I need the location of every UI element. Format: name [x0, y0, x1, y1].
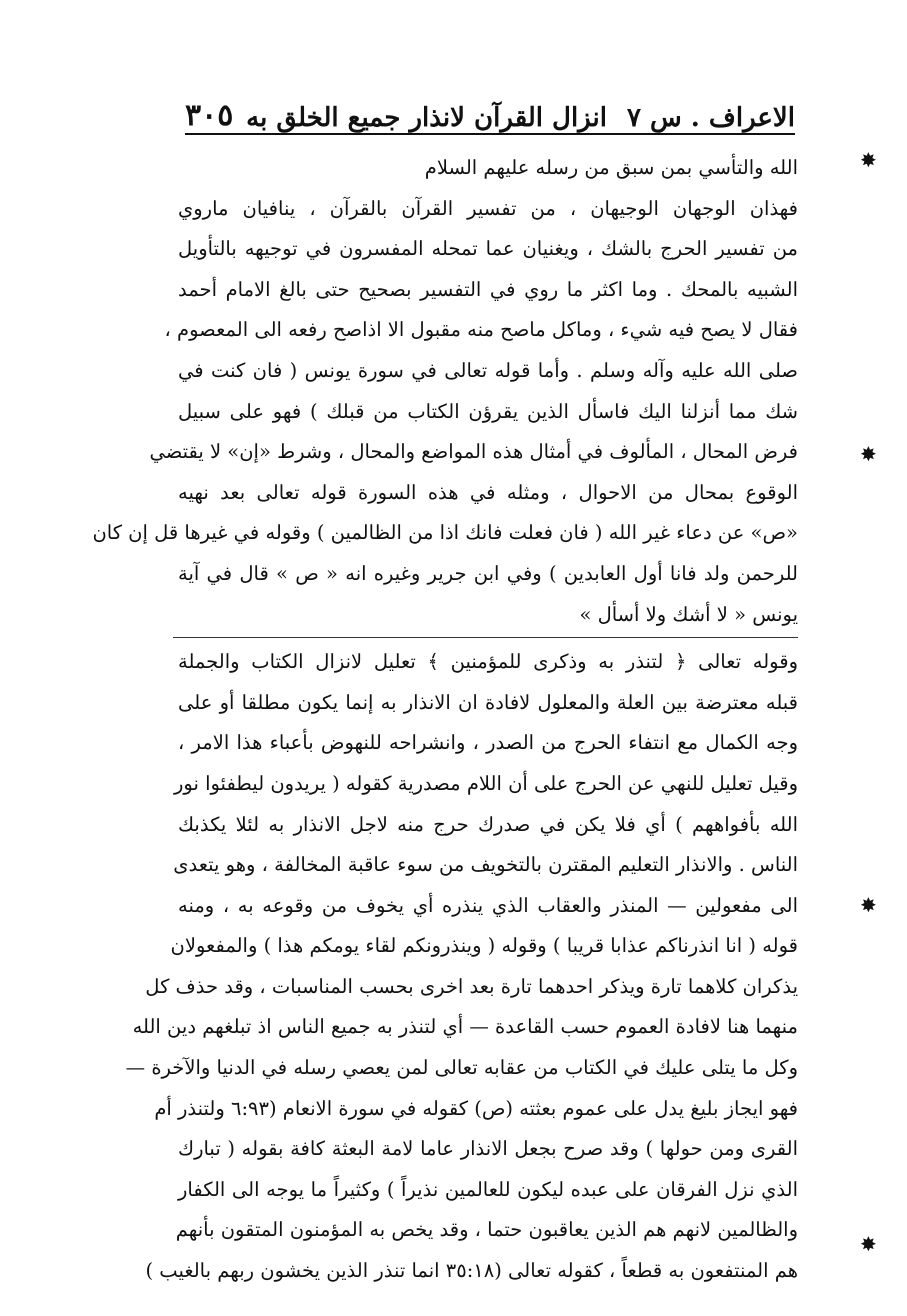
text-line: يذكران كلاهما تارة ويذكر احدهما تارة بعد اخرى بحسب المناسبات ، وقد حذف كل — [145, 974, 798, 998]
text-line: قوله ( انا انذرناكم عذابا قريبا ) وقوله ( وينذرونكم لقاء يومكم هذا ) والمفعولان — [170, 934, 798, 958]
paragraph-divider — [173, 637, 798, 638]
page-number: ٣٠٥ — [185, 98, 234, 133]
margin-marker-icon: ✸ — [860, 148, 877, 172]
margin-marker-icon: ✸ — [860, 1232, 877, 1256]
text-line: فهو ايجاز بليغ يدل على عموم بعثته (ص) كقوله في سورة الانعام (٦:٩٣ ولتنذر أم — [154, 1096, 798, 1120]
text-line: الشبيه بالمحك . وما اكثر ما روي في التفسير بصحيح حتى بالغ الامام أحمد — [178, 277, 798, 301]
text-line: الذي نزل الفرقان على عبده ليكون للعالمين نذيراً ) وكثيراً ما يوجه الى الكفار — [178, 1177, 798, 1201]
text-line: وجه الكمال مع انتفاء الحرج من الصدر ، وانشراحه للنهوض بأعباء هذا الامر ، — [178, 731, 798, 755]
text-line: للرحمن ولد فانا أول العابدين ) وفي ابن جرير وغيره انه « ص » قال في آية — [178, 561, 798, 585]
text-line: صلى الله عليه وآله وسلم . وأما قوله تعالى في سورة يونس ( فان كنت في — [178, 358, 798, 382]
text-line: فهذان الوجهان الوجيهان ، من تفسير القرآن بالقرآن ، ينافيان ماروي — [178, 196, 798, 220]
running-head — [246, 103, 795, 133]
text-line: يونس « لا أشك ولا أسأل » — [579, 602, 798, 626]
margin-marker-icon: ✸ — [860, 893, 877, 917]
text-line: فرض المحال ، المألوف في أمثال هذه المواضع والمحال ، وشرط «إن» لا يقتضي — [149, 440, 798, 464]
text-line: الله والتأسي بمن سبق من رسله عليهم السلام — [424, 156, 798, 179]
body-text — [92, 148, 798, 1292]
text-line: هم المنتفعون به قطعاً ، كقوله تعالى (٣٥:١٨ انما تنذر الذين يخشون ربهم بالغيب ) — [145, 1259, 798, 1283]
text-line: الوقوع بمحال من الاحوال ، ومثله في هذه السورة قوله تعالى بعد نهيه — [178, 480, 798, 504]
margin-marker-icon: ✸ — [860, 442, 877, 466]
text-line: شك مما أنزلنا اليك فاسأل الذين يقرؤن الكتاب من قبلك ) فهو على سبيل — [178, 399, 798, 423]
text-line: منهما هنا لافادة العموم حسب القاعدة — أي لتنذر به جميع الناس اذ تبلغهم دين الله — [132, 1015, 798, 1039]
text-line: قبله معترضة بين العلة والمعلول لافادة ان الانذار به إنما يكون مطلقا أو على — [178, 690, 798, 714]
paragraph-1 — [92, 148, 798, 635]
text-line: والظالمين لانهم هم الذين يعاقبون حتما ، وقد يخص به المؤمنون المتقون بأنهم — [175, 1218, 798, 1242]
text-line: القرى ومن حولها ) وقد صرح بجعل الانذار عاما لامة البعثة كافة بقوله ( تبارك — [178, 1137, 798, 1161]
chapter-label: الاعراف . س ٧ — [626, 103, 795, 133]
paragraph-2 — [125, 642, 798, 1292]
text-line: من تفسير الحرج بالشك ، ويغنيان عما تمحله المفسرون في توجيهه بالتأويل — [178, 237, 798, 261]
running-title: انزال القرآن لانذار جميع الخلق به — [246, 103, 607, 133]
text-line: الناس . والانذار التعليم المقترن بالتخويف من سوء عاقبة المخالفة ، وهو يتعدى — [173, 853, 798, 877]
text-line: فقال لا يصح فيه شيء ، وماكل ماصح منه مقبول الا اذاصح رفعه الى المعصوم ، — [164, 318, 798, 342]
text-line: وقيل تعليل للنهي عن الحرج على أن اللام مصدرية كقوله ( يريدون ليطفئوا نور — [173, 771, 798, 795]
text-line: وقوله تعالى ﴿ لتنذر به وذكرى للمؤمنين ﴾ تعليل لانزال الكتاب والجملة — [178, 650, 798, 674]
page-header — [185, 95, 795, 135]
text-line: الى مفعولين — المنذر والعقاب الذي ينذره أي يخوف من وقوعه به ، ومنه — [178, 893, 798, 917]
text-line: الله بأفواههم ) أي فلا يكن في صدرك حرج منه لاجل الانذار به لئلا يكذبك — [178, 812, 798, 836]
text-line: وكل ما يتلى عليك في الكتاب من عقابه تعالى لمن يعصي رسله في الدنيا والآخرة — — [125, 1056, 798, 1080]
text-line: «ص» عن دعاء غير الله ( فان فعلت فانك اذا من الظالمين ) وقوله في غيرها قل إن كان — [92, 521, 798, 545]
